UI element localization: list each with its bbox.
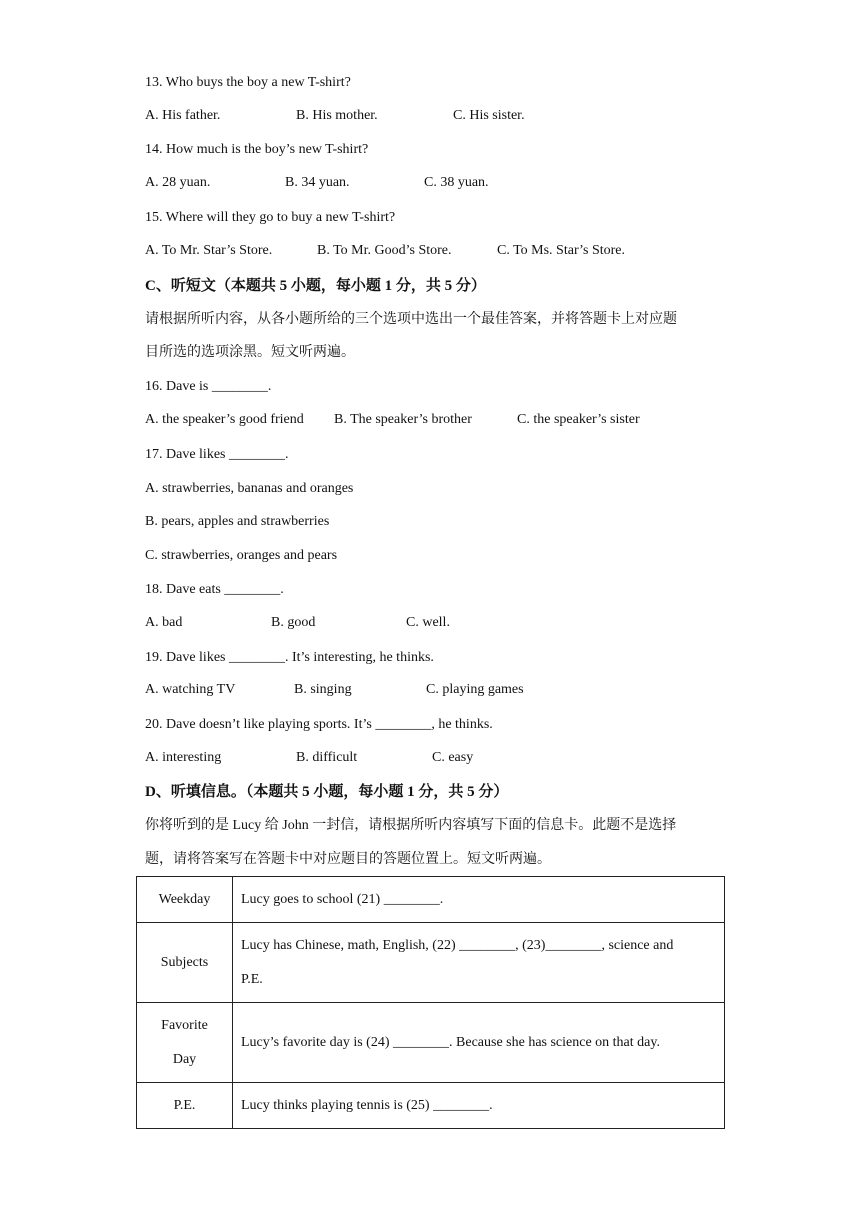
question-17-stem: 17. Dave likes ________. [145, 447, 289, 462]
weekday-label: Weekday [137, 877, 233, 923]
question-20-option-c: C. easy [432, 750, 474, 765]
table-row [137, 1003, 725, 1083]
table-row [137, 877, 725, 923]
question-15-option-b: B. To Mr. Good’s Store. [317, 243, 452, 258]
pe-label: P.E. [137, 1083, 233, 1129]
weekday-text: Lucy goes to school (21) ________. [233, 877, 725, 923]
question-14-stem: 14. How much is the boy’s new T-shirt? [145, 142, 369, 157]
question-18-option-b: B. good [271, 615, 316, 630]
question-19-stem: 19. Dave likes ________. It’s interesting, he thinks. [145, 650, 434, 665]
question-19-option-a: A. watching TV [145, 682, 236, 697]
section-d-instruction-line2: 题，请将答案写在答题卡中对应题目的答题位置上。短文听两遍。 [145, 852, 551, 867]
question-13-stem: 13. Who buys the boy a new T-shirt? [145, 75, 351, 90]
question-15-stem: 15. Where will they go to buy a new T-shirt? [145, 210, 396, 225]
subjects-cell [233, 923, 725, 1003]
question-15-option-a: A. To Mr. Star’s Store. [145, 243, 273, 258]
question-16-stem: 16. Dave is ________. [145, 379, 272, 394]
question-14-option-a: A. 28 yuan. [145, 175, 211, 190]
question-15-option-c: C. To Ms. Star’s Store. [497, 243, 626, 258]
question-20-stem: 20. Dave doesn’t like playing sports. It’s ________, he thinks. [145, 717, 493, 732]
question-20-option-a: A. interesting [145, 750, 222, 765]
favorite-day-label [137, 1003, 233, 1083]
pe-text: Lucy thinks playing tennis is (25) ________. [233, 1083, 725, 1129]
question-18-stem: 18. Dave eats ________. [145, 582, 284, 597]
question-13-option-a: A. His father. [145, 108, 221, 123]
question-17-option-c: C. strawberries, oranges and pears [145, 548, 338, 563]
question-16-option-a: A. the speaker’s good friend [145, 412, 304, 427]
section-d-heading: D、听填信息。（本题共 5 小题，每小题 1 分，共 5 分） [145, 784, 509, 800]
section-c-instruction-line1: 请根据所听内容，从各小题所给的三个选项中选出一个最佳答案，并将答题卡上对应题 [145, 312, 677, 327]
question-19-option-b: B. singing [294, 682, 352, 697]
question-17-option-a: A. strawberries, bananas and oranges [145, 481, 354, 496]
table-row [137, 923, 725, 1003]
question-14-option-c: C. 38 yuan. [424, 175, 489, 190]
question-18-option-a: A. bad [145, 615, 183, 630]
question-13-option-b: B. His mother. [296, 108, 378, 123]
question-16-option-c: C. the speaker’s sister [517, 412, 640, 427]
subjects-text-line2: P.E. [241, 971, 263, 987]
info-card-table [136, 876, 725, 1129]
favorite-label-line1: Favorite [161, 1017, 208, 1033]
favorite-day-text: Lucy’s favorite day is (24) ________. Because she has science on that day. [233, 1003, 725, 1083]
table-row [137, 1083, 725, 1129]
question-20-option-b: B. difficult [296, 750, 358, 765]
subjects-text-line1: Lucy has Chinese, math, English, (22) ________, (23)________, science and [241, 937, 674, 953]
question-17-option-b: B. pears, apples and strawberries [145, 514, 330, 529]
section-c-instruction-line2: 目所选的选项涂黑。短文听两遍。 [145, 345, 355, 360]
question-14-option-b: B. 34 yuan. [285, 175, 350, 190]
subjects-label: Subjects [137, 923, 233, 1003]
section-c-heading: C、听短文（本题共 5 小题，每小题 1 分，共 5 分） [145, 278, 486, 294]
question-19-option-c: C. playing games [426, 682, 524, 697]
question-16-option-b: B. The speaker’s brother [334, 412, 472, 427]
question-18-option-c: C. well. [406, 615, 450, 630]
section-d-instruction-line1: 你将听到的是 Lucy 给 John 一封信，请根据所听内容填写下面的信息卡。此题不是选择 [145, 818, 677, 833]
favorite-label-line2: Day [172, 1051, 197, 1067]
question-13-option-c: C. His sister. [453, 108, 525, 123]
